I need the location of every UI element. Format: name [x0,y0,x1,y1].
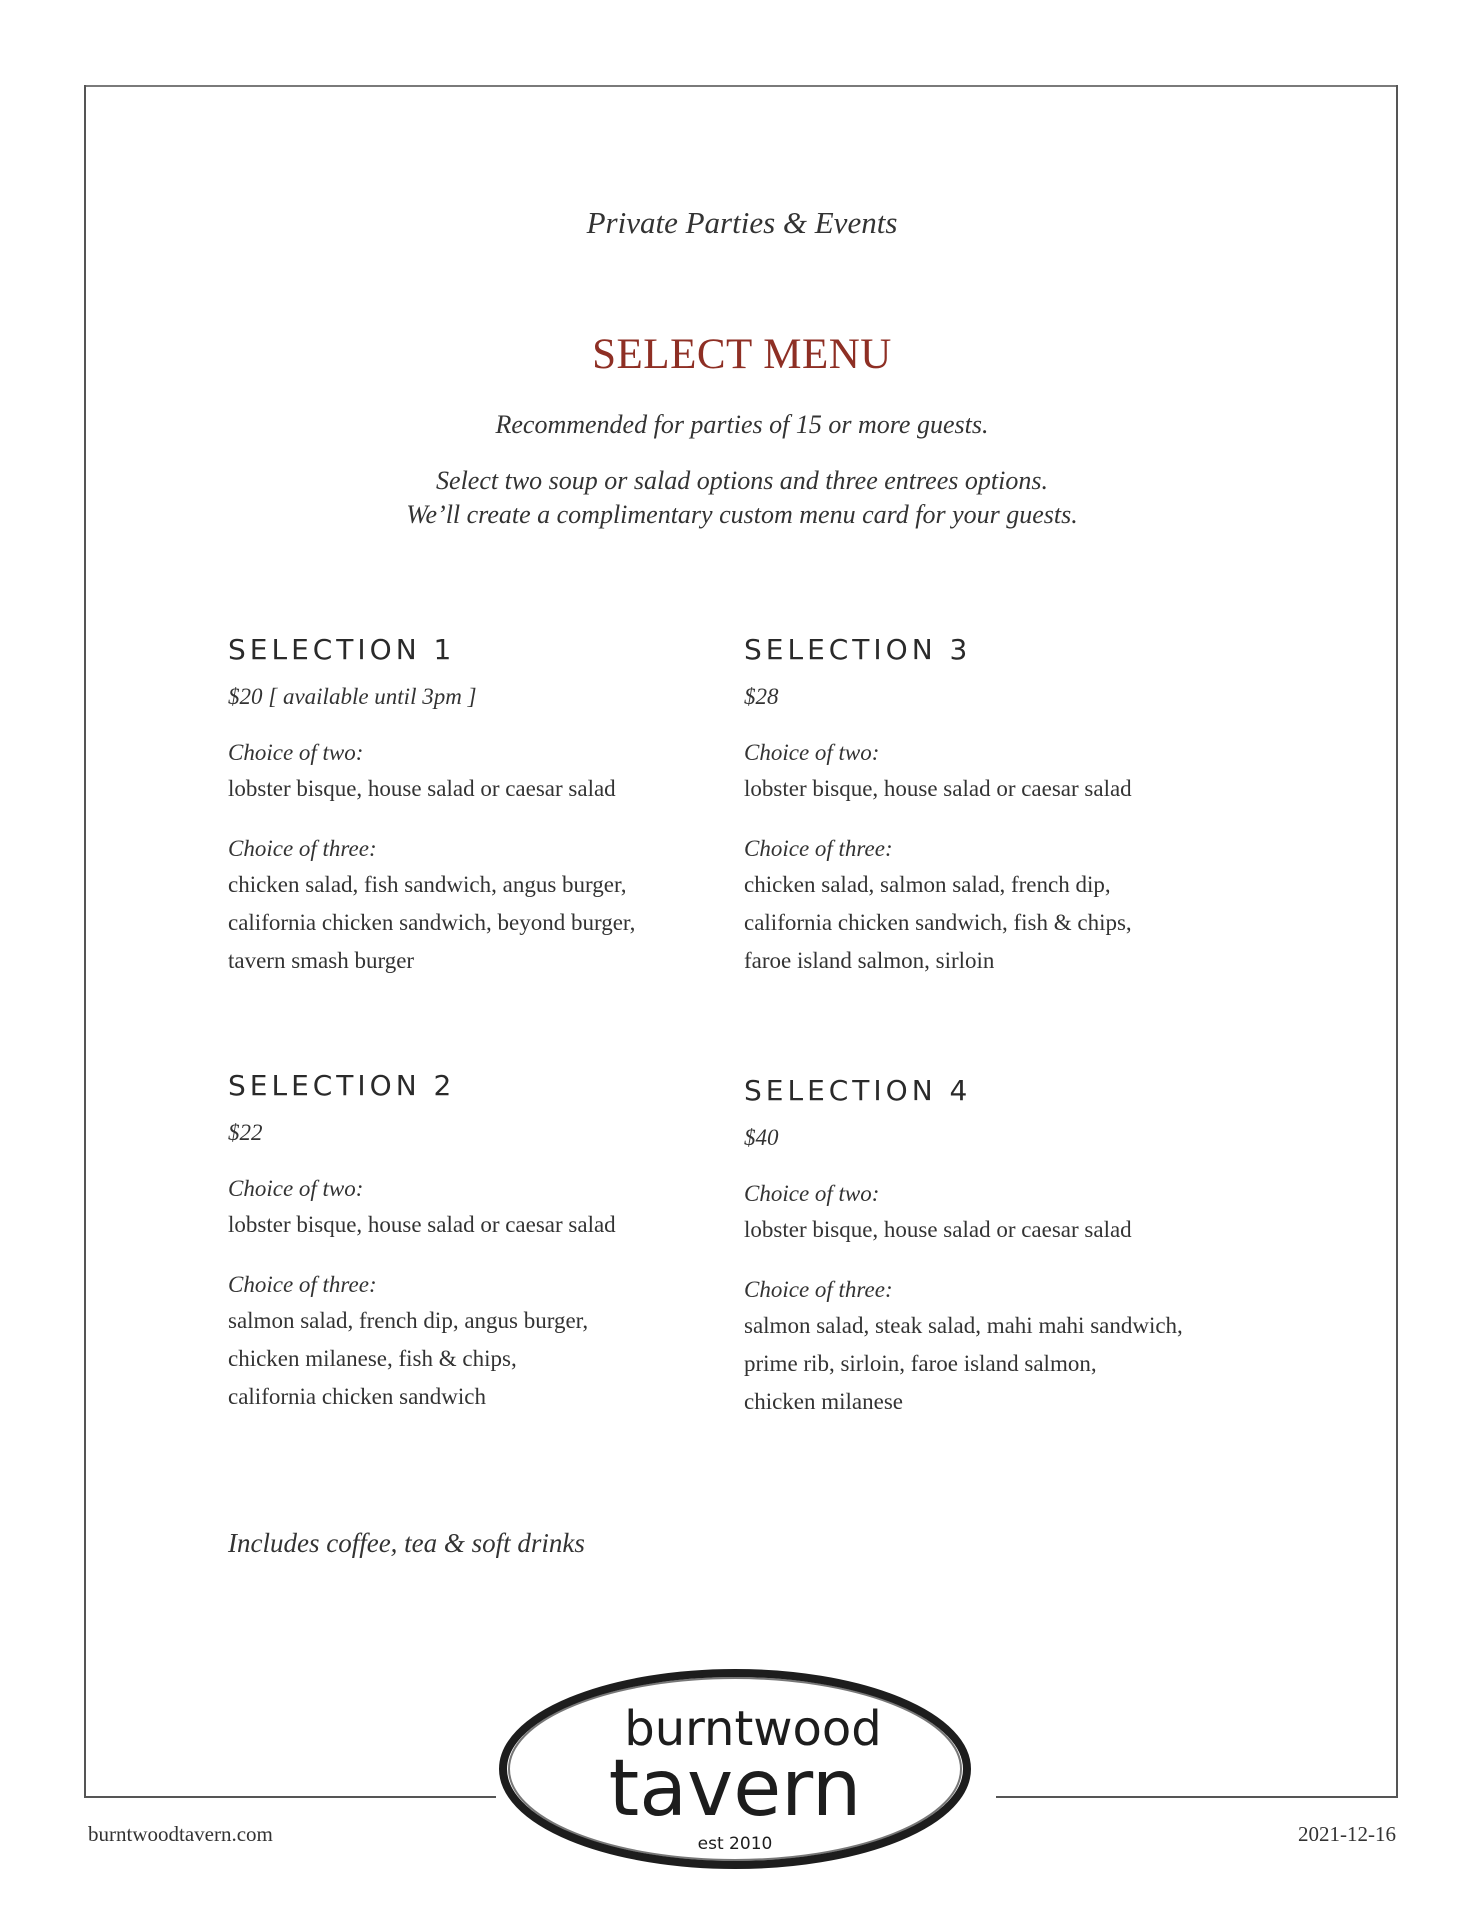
selection-2 [228,1066,748,1416]
page-subtitle: Private Parties & Events [586,205,898,240]
selection-price: $40 [744,1125,779,1150]
logo-tavern-text: tavern [608,1744,862,1834]
choice-of-three-label: Choice of three: [744,836,893,861]
menu-line: chicken salad, fish sandwich, angus burger, [228,872,627,897]
selection-heading: SELECTION 4 [744,1074,972,1107]
intro-instructions: Select two soup or salad options and three entrees options. [436,466,1048,495]
selection-3 [744,630,1264,980]
choice-of-three-items [744,1307,1264,1421]
includes-note: Includes coffee, tea & soft drinks [228,1528,585,1558]
menu-line: salmon salad, steak salad, mahi mahi sandwich, [744,1313,1183,1338]
menu-line: chicken milanese, fish & chips, [228,1346,517,1371]
choice-of-three-items [228,866,748,980]
selection-heading: SELECTION 3 [744,633,972,666]
footer-website: burntwoodtavern.com [88,1822,273,1846]
burntwood-tavern-logo [495,1663,975,1875]
menu-line: california chicken sandwich, beyond burger, [228,910,636,935]
choice-of-three-items [744,866,1264,980]
choice-of-three-items [228,1302,748,1416]
choice-of-two-items: lobster bisque, house salad or caesar salad [228,776,616,801]
logo-est-text: est 2010 [697,1834,773,1854]
choice-of-two-label: Choice of two: [228,740,364,765]
intro-recommendation: Recommended for parties of 15 or more guests. [495,410,989,439]
selection-price: $22 [228,1120,263,1145]
choice-of-three-label: Choice of three: [228,836,377,861]
choice-of-two-label: Choice of two: [228,1176,364,1201]
menu-line: california chicken sandwich, fish & chips, [744,910,1132,935]
selection-1 [228,630,748,980]
page-border-top [84,85,1398,87]
choice-of-two-label: Choice of two: [744,1181,880,1206]
menu-line: faroe island salmon, sirloin [744,948,995,973]
page-title: SELECT MENU [592,331,892,378]
choice-of-three-label: Choice of three: [228,1272,377,1297]
menu-line: chicken milanese [744,1389,904,1414]
choice-of-two-items: lobster bisque, house salad or caesar salad [744,1217,1132,1242]
menu-line: tavern smash burger [228,948,415,973]
menu-line: california chicken sandwich [228,1384,486,1409]
choice-of-two-label: Choice of two: [744,740,880,765]
footer-date: 2021-12-16 [1298,1822,1396,1846]
choice-of-two-items: lobster bisque, house salad or caesar salad [228,1212,616,1237]
selection-price: $28 [744,684,779,709]
choice-of-three-label: Choice of three: [744,1277,893,1302]
intro-menu-card: We’ll create a complimentary custom menu card for your guests. [406,500,1078,529]
menu-line: salmon salad, french dip, angus burger, [228,1308,589,1333]
selection-heading: SELECTION 2 [228,1069,456,1102]
selection-price: $20 [ available until 3pm ] [228,684,477,709]
selection-4 [744,1071,1264,1421]
choice-of-two-items: lobster bisque, house salad or caesar salad [744,776,1132,801]
page-border-bottom-left [84,1796,496,1798]
menu-line: prime rib, sirloin, faroe island salmon, [744,1351,1097,1376]
logo-burntwood-text: burntwood [624,1701,882,1757]
menu-line: chicken salad, salmon salad, french dip, [744,872,1111,897]
page-border-bottom-right [996,1796,1398,1798]
selection-heading: SELECTION 1 [228,633,456,666]
